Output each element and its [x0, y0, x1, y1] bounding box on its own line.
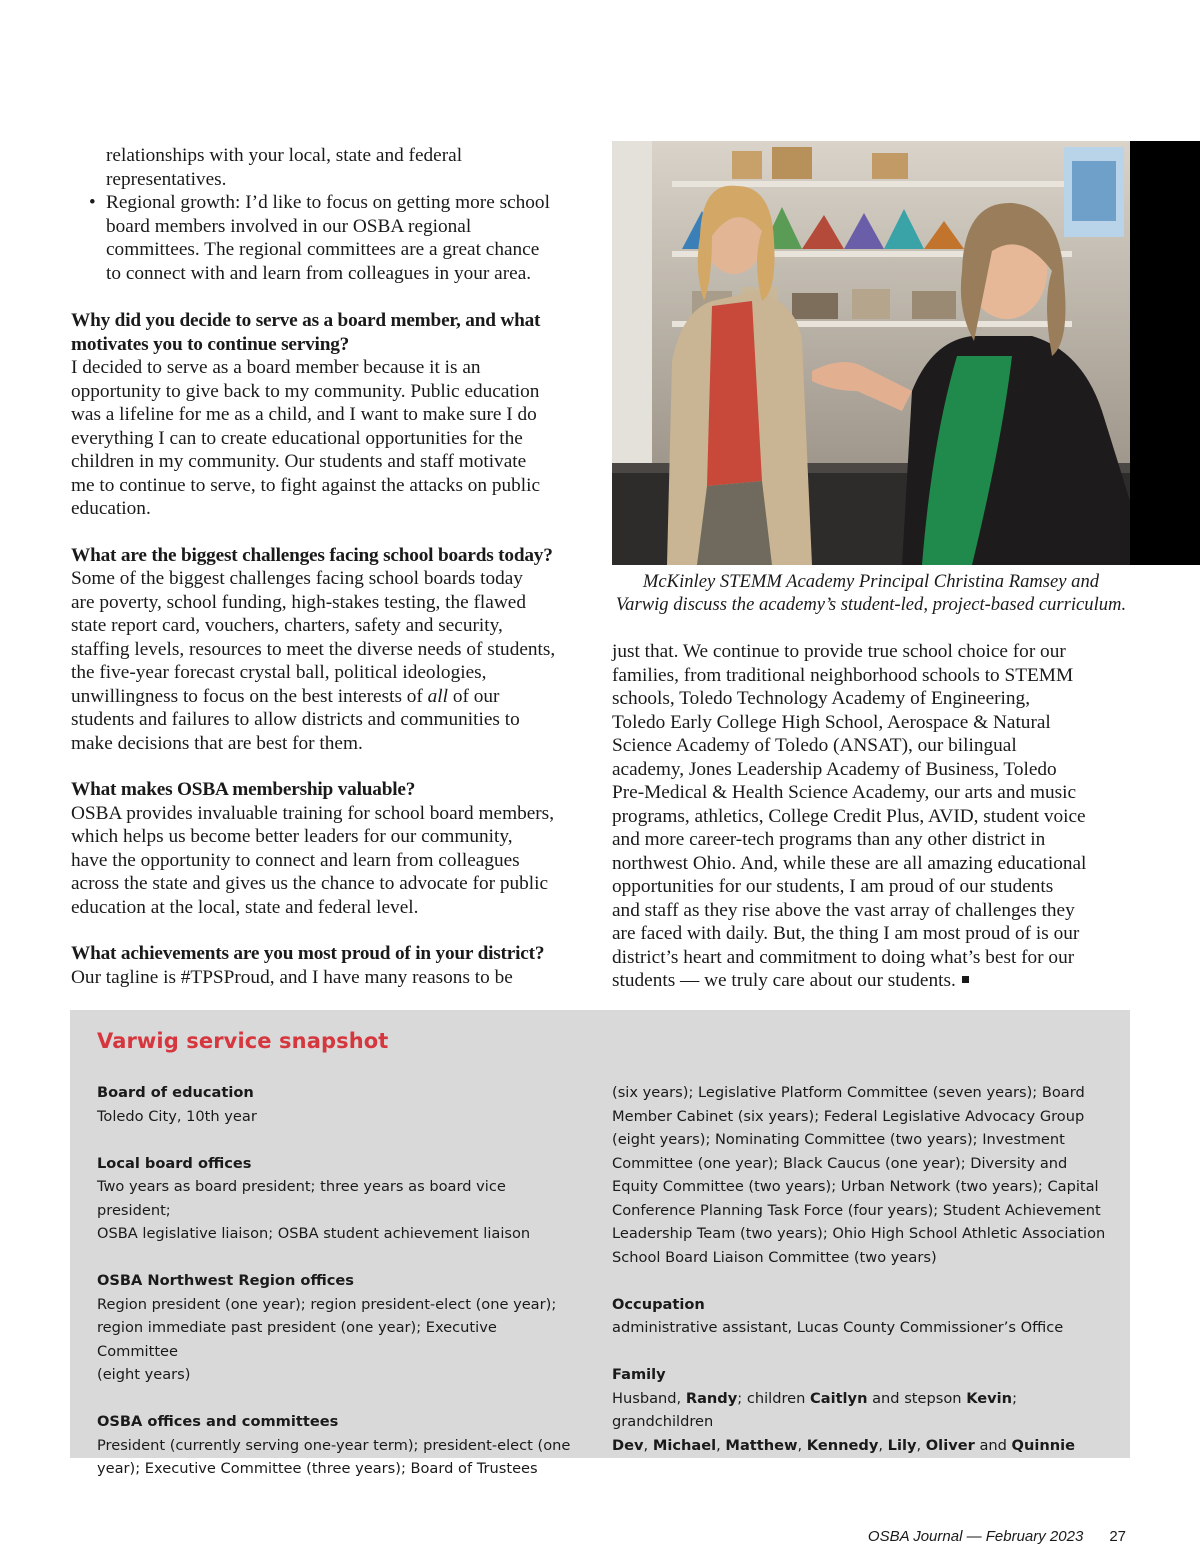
journal-name: OSBA Journal — February 2023 — [867, 1528, 1084, 1545]
text-segment: of our — [448, 685, 500, 707]
text-line: board members involved in our OSBA regional — [106, 215, 472, 237]
section-heading: Occupation — [612, 1295, 705, 1313]
answer-paragraph — [71, 356, 591, 521]
text-line: Pre-Medical & Health Science Academy, our arts and music — [612, 782, 1077, 803]
text-line: I decided to serve as a board member because it is an — [71, 357, 481, 378]
text-line: year); Executive Committee (three years); Board of Trustees — [97, 1460, 538, 1477]
right-column — [612, 640, 1132, 993]
text-segment: , — [916, 1436, 926, 1454]
emphasis-word: all — [427, 685, 449, 707]
snapshot-section-family — [612, 1363, 1112, 1457]
text-line: Why did you decide to serve as a board member, and what — [71, 310, 541, 331]
text-line: students and failures to allow districts and communities to — [71, 709, 520, 730]
service-snapshot-box — [70, 1010, 1130, 1477]
snapshot-title: Varwig service snapshot — [97, 1029, 389, 1053]
snapshot-section-region — [97, 1269, 577, 1387]
bullet-list — [71, 144, 591, 285]
snapshot-section-board — [97, 1081, 577, 1128]
answer-paragraph — [71, 567, 591, 755]
text-line: children in my community. Our students and staff motivate — [71, 451, 527, 472]
text-line — [612, 1434, 1112, 1458]
question-heading: What achievements are you most proud of in your district? — [71, 943, 545, 964]
family-name: Oliver — [925, 1436, 975, 1454]
text-segment: and — [974, 1436, 1012, 1454]
page-number: 27 — [1109, 1528, 1126, 1545]
text-line: staffing levels, resources to meet the diverse needs of students, — [71, 638, 556, 660]
family-name: Lily — [887, 1436, 917, 1454]
text-segment: students — we truly care about our students. — [612, 970, 956, 991]
text-line: district’s heart and commitment to doing what’s best for our — [612, 946, 1075, 968]
text-line: state report card, vouchers, charters, safety and security, — [71, 615, 503, 636]
text-line: across the state and gives us the chance to advocate for public — [71, 873, 549, 894]
text-line: administrative assistant, Lucas County Commissioner’s Office — [612, 1319, 1064, 1336]
question-heading: What makes OSBA membership valuable? — [71, 779, 416, 800]
bullet-icon: • — [89, 192, 96, 213]
section-heading: OSBA offices and committees — [97, 1413, 339, 1430]
family-name: Caitlyn — [810, 1389, 868, 1407]
text-line — [71, 685, 591, 709]
classroom-photo-illustration — [612, 141, 1130, 565]
text-line: Equity Committee (two years); Urban Network (two years); Capital — [612, 1178, 1099, 1195]
text-line: Some of the biggest challenges facing school boards today — [71, 568, 523, 589]
text-line: families, from traditional neighborhood schools to STEMM — [612, 664, 1074, 686]
text-line: opportunity to give back to my community. Public education — [71, 380, 540, 402]
text-line: motivates you to continue serving? — [71, 333, 350, 355]
caption-line: Varwig discuss the academy’s student-led, project-based curriculum. — [615, 594, 1127, 615]
text-line: Toledo Early College High School, Aerospace & Natural — [612, 711, 1051, 733]
text-segment: ; grandchildren — [612, 1389, 1017, 1430]
question-heading — [71, 309, 591, 356]
question-heading: What are the biggest challenges facing school boards today? — [71, 544, 553, 566]
family-name: Kennedy — [806, 1436, 879, 1454]
page-footer — [700, 1528, 1126, 1545]
text-segment: , — [797, 1436, 807, 1454]
text-line: Our tagline is #TPSProud, and I have many reasons to be — [71, 966, 513, 988]
text-line: Conference Planning Task Force (four years); Student Achievement — [612, 1201, 1101, 1219]
family-name: Randy — [685, 1389, 738, 1407]
text-line: have the opportunity to connect and learn from colleagues — [71, 849, 520, 871]
photo-caption — [612, 570, 1130, 616]
family-name: Kevin — [966, 1389, 1013, 1407]
answer-paragraph — [71, 802, 591, 920]
text-line: Leadership Team (two years); Ohio High School Athletic Association — [612, 1225, 1106, 1242]
text-line: programs, athletics, College Credit Plus, AVID, student voice — [612, 805, 1086, 827]
text-line — [612, 1387, 1112, 1434]
text-line: representatives. — [106, 168, 227, 190]
text-line: just that. We continue to provide true school choice for our — [612, 641, 1066, 662]
text-line: committees. The regional committees are a great chance — [106, 239, 540, 260]
text-line: President (currently serving one-year term); president-elect (one — [97, 1436, 571, 1454]
text-line: schools, Toledo Technology Academy of Engineering, — [612, 688, 1031, 709]
family-name: Quinnie — [1011, 1436, 1076, 1454]
left-column — [71, 144, 591, 989]
text-line: opportunities for our students, I am proud of our students — [612, 876, 1054, 897]
text-line: to connect with and learn from colleagues in your area. — [106, 262, 532, 284]
snapshot-section-occupation — [612, 1293, 1112, 1340]
page-edge-tab — [1130, 141, 1200, 565]
snapshot-left-column — [97, 1081, 577, 1504]
text-line: relationships with your local, state and federal — [106, 145, 463, 166]
text-line: OSBA legislative liaison; OSBA student achievement liaison — [97, 1225, 531, 1242]
text-line: education at the local, state and federal level. — [71, 896, 419, 918]
text-line: was a lifeline for me as a child, and I want to make sure I do — [71, 404, 537, 425]
text-line: Region president (one year); region president-elect (one year); — [97, 1295, 557, 1313]
bullet-item-regional-growth — [71, 191, 591, 285]
snapshot-section-osba — [97, 1410, 577, 1481]
text-segment: , — [716, 1436, 726, 1454]
text-line: Committee (one year); Black Caucus (one year); Diversity and — [612, 1154, 1068, 1172]
text-line: the five-year forecast crystal ball, political ideologies, — [71, 662, 487, 683]
text-line: everything I can to create educational opportunities for the — [71, 427, 523, 449]
section-heading: OSBA Northwest Region offices — [97, 1272, 354, 1289]
section-heading: Family — [612, 1366, 666, 1383]
caption-line: McKinley STEMM Academy Principal Christina Ramsey and — [642, 571, 1100, 592]
text-segment: , — [643, 1436, 653, 1454]
text-line: Regional growth: I’d like to focus on getting more school — [106, 192, 550, 213]
text-segment: Husband, — [612, 1389, 686, 1407]
text-line: me to continue to serve, to fight against the attacks on public — [71, 474, 541, 496]
text-line: are faced with daily. But, the thing I am most proud of is our — [612, 923, 1080, 944]
text-line: School Board Liaison Committee (two years) — [612, 1248, 937, 1266]
text-line: academy, Jones Leadership Academy of Business, Toledo — [612, 758, 1057, 780]
end-of-article-icon — [962, 976, 969, 983]
section-heading: Local board offices — [97, 1154, 252, 1172]
text-line — [612, 969, 1132, 993]
family-name: Matthew — [725, 1436, 798, 1454]
family-name: Michael — [652, 1436, 717, 1454]
text-line: (six years); Legislative Platform Committee (seven years); Board — [612, 1084, 1085, 1101]
family-name: Dev — [612, 1436, 644, 1454]
text-line: (eight years) — [97, 1366, 191, 1383]
text-line: Two years as board president; three years as board vice president; — [97, 1178, 506, 1219]
text-line: Toledo City, 10th year — [97, 1107, 257, 1125]
text-segment: ; children — [737, 1389, 811, 1407]
text-line: Member Cabinet (six years); Federal Legislative Advocacy Group — [612, 1107, 1085, 1125]
text-line: and more career-tech programs than any other district in — [612, 829, 1046, 850]
snapshot-section-local — [97, 1152, 577, 1246]
section-heading: Board of education — [97, 1084, 254, 1101]
text-segment: , — [878, 1436, 888, 1454]
snapshot-section-osba-continued — [612, 1081, 1112, 1269]
text-line: and staff as they rise above the vast array of challenges they — [612, 899, 1075, 921]
text-line: education. — [71, 498, 151, 519]
text-segment: unwillingness to focus on the best interests of — [71, 685, 428, 707]
answer-paragraph — [71, 966, 591, 990]
text-line: region immediate past president (one year); Executive Committee — [97, 1319, 497, 1360]
article-photo — [612, 141, 1130, 565]
bullet-item-continued — [71, 144, 591, 191]
snapshot-right-column — [612, 1081, 1112, 1481]
text-line: make decisions that are best for them. — [71, 732, 363, 754]
text-line: are poverty, school funding, high-stakes testing, the flawed — [71, 591, 526, 613]
text-line: OSBA provides invaluable training for school board members, — [71, 802, 555, 824]
text-segment: and stepson — [867, 1389, 967, 1407]
text-line: (eight years); Nominating Committee (two years); Investment — [612, 1131, 1065, 1148]
text-line: northwest Ohio. And, while these are all amazing educational — [612, 852, 1087, 874]
text-line: which helps us become better leaders for our community, — [71, 826, 513, 847]
text-line: Science Academy of Toledo (ANSAT), our bilingual — [612, 735, 1017, 756]
